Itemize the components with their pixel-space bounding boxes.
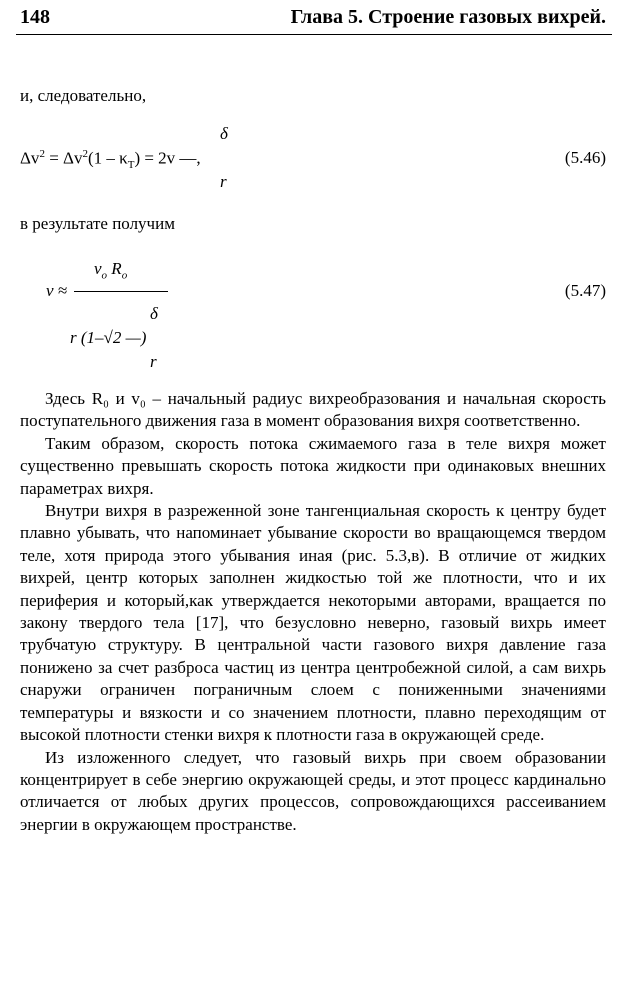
eq547-num-v: v — [94, 259, 102, 278]
paragraph-3: Внутри вихря в разреженной зоне тангенциальная скорость к центру будет плавно убывать, что напоминает убывание скорости во вращающемся твердом теле, хотя природа этого убывания иная (рис. 5.3,в). В отличие от жидких вихрей, центр которых заполнен жидкостью той же плотности, что и их периферия и который,как утверждается некоторыми авторами, вращается по закону твердого тела [17], что безусловно неверно, газовый вихрь имеет трубчатую структуру. В центральной части газового вихря давление газа понижено за счет разброса частиц из центра центробежной силой, а сам вихрь снаружи ограничен пограничным слоем с пониженными значениями температуры и вязкости и со значением плотности, плавно переходящим от высокой плотности стенки вихря к плотности газа в окружающей среде. — [20, 501, 606, 745]
eq546-lhs: Δv — [20, 148, 40, 168]
eq547-denominator: r (1–√2 —) — [70, 328, 147, 347]
eq546-sup-b: 2 — [82, 148, 88, 160]
eq547-num-v-sub: o — [101, 269, 108, 282]
eq547-numerator — [94, 259, 127, 281]
eq546-sup: 2 — [39, 148, 45, 160]
eq546-paren-close: ) = 2v —, — [134, 148, 201, 168]
body-text — [20, 388, 606, 836]
chapter-title: Глава 5. Строение газовых вихрей. — [290, 6, 606, 28]
intro-text: и, следовательно, — [20, 86, 147, 105]
eq547-r: r — [150, 352, 157, 371]
eq546-number: (5.46) — [564, 148, 606, 167]
eq547-num-R: R — [107, 259, 122, 278]
eq546-paren-open: (1 – κ — [87, 148, 128, 168]
eq546-mid: = Δv — [44, 148, 83, 168]
page-number: 148 — [20, 6, 50, 28]
header-rule — [16, 34, 612, 35]
eq547-lhs: v ≈ — [46, 281, 68, 300]
eq546-delta: δ — [220, 124, 228, 143]
paragraph-4: Из изложенного следует, что газовый вихрь при своем образовании концентрирует в себе энергию окружающей среды, и этот процесс кардинально отличается от любых других процессов, сопровождающихся рассеиванием энергии в окружающем пространстве. — [20, 747, 606, 834]
paragraph-2: Таким образом, скорость потока сжимаемого газа в теле вихря может существенно превышать скорость потока жидкости при одинаковых внешних параметрах вихря. — [20, 433, 606, 498]
eq547-fraction-bar — [74, 291, 168, 292]
eq547-num-R-sub: o — [121, 269, 128, 282]
paragraph-1: Здесь R₀ и v₀ – начальный радиус вихреобразования и начальная скорость поступательного движения газа в момент образования вихря соответственно. — [20, 389, 606, 431]
result-text: в результате получим — [20, 214, 175, 233]
eq547-delta: δ — [150, 304, 158, 323]
eq546-kappa-sub: T — [127, 159, 135, 172]
eq546-formula — [20, 148, 201, 171]
eq547-number: (5.47) — [564, 281, 606, 300]
eq546-r: r — [220, 172, 227, 191]
